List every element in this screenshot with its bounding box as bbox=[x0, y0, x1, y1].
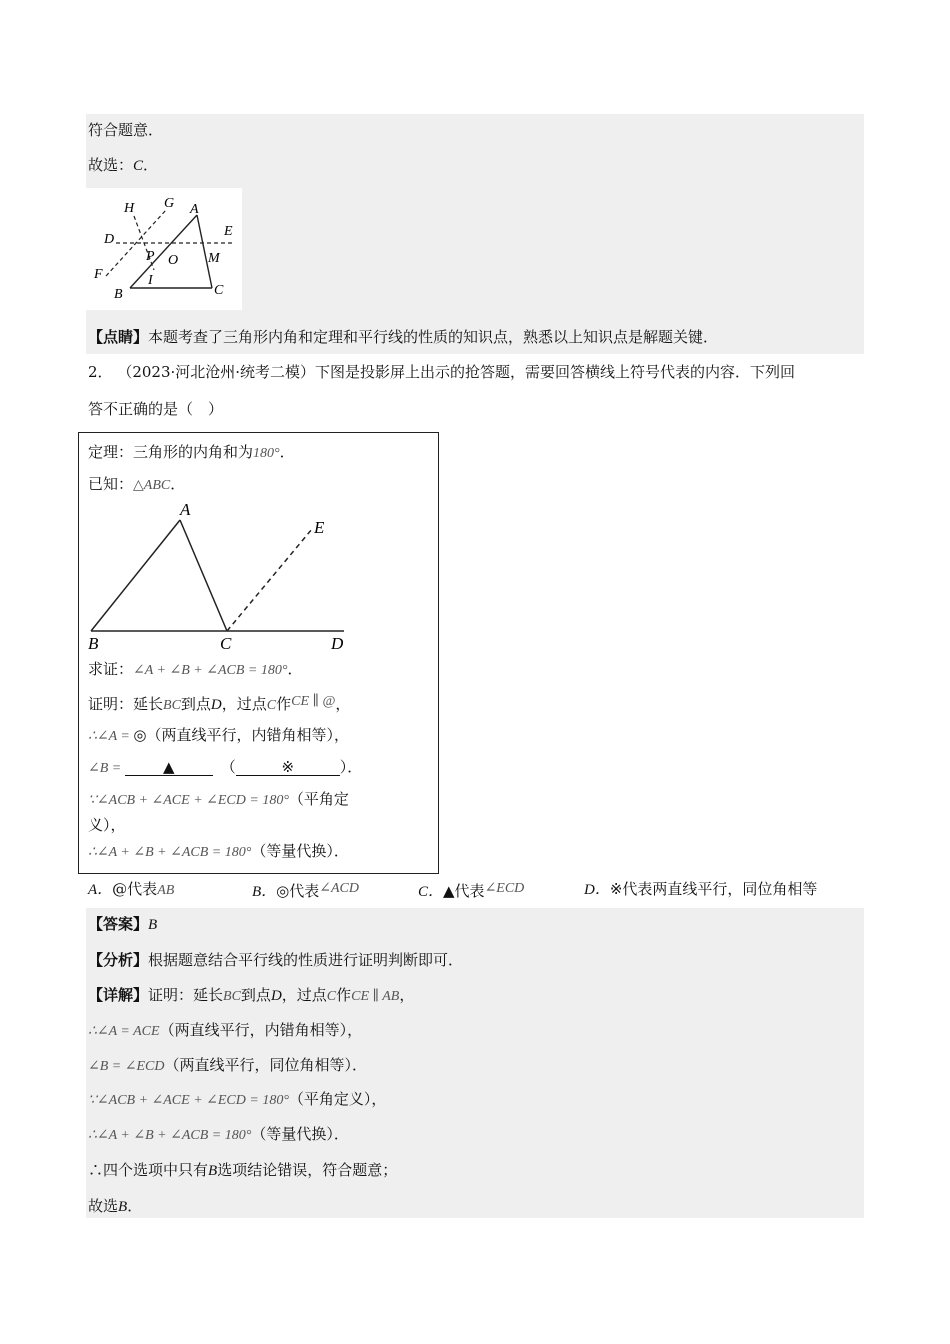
option-b[interactable]: B．◎代表∠ACD bbox=[252, 881, 359, 900]
fig2-label-e: E bbox=[314, 518, 325, 537]
fig1-label-m: M bbox=[208, 251, 220, 266]
fig1-label-b: B bbox=[114, 287, 123, 302]
detail-line-5: ∴∠A + ∠B + ∠ACB = 180°（等量代换）． bbox=[88, 1125, 349, 1143]
detail-line-1: 【详解】证明：延长BC到点D，过点C作CE ∥ AB， bbox=[88, 986, 415, 1004]
note-line: 【点睛】本题考查了三角形内角和定理和平行线的性质的知识点，熟悉以上知识点是解题关键． bbox=[88, 328, 719, 346]
figure-triangle-parallel bbox=[86, 188, 242, 310]
fig1-label-p: P bbox=[146, 249, 155, 264]
fig2-label-a: A bbox=[180, 500, 191, 519]
detail-line-6: ∴四个选项中只有B选项结论错误，符合题意； bbox=[88, 1161, 398, 1179]
box-given: 已知：△ABC． bbox=[88, 475, 186, 493]
fig2-label-b: B bbox=[88, 634, 99, 653]
option-d[interactable]: D．※代表两直线平行，同位角相等 bbox=[584, 880, 818, 898]
fig1-label-h: H bbox=[124, 201, 135, 216]
problem-box bbox=[78, 432, 439, 874]
figure-triangle-extension bbox=[79, 499, 369, 653]
detail-line-4: ∵∠ACB + ∠ACE + ∠ECD = 180°（平角定义）， bbox=[88, 1090, 387, 1108]
fig1-label-g: G bbox=[164, 196, 175, 211]
option-a[interactable]: A．@代表AB bbox=[88, 880, 175, 898]
detail-line-3: ∠B = ∠ECD（两直线平行，同位角相等）． bbox=[88, 1056, 367, 1074]
fig1-label-c: C bbox=[214, 283, 224, 298]
box-proof-2: ∴∠A = ◎（两直线平行，内错角相等）， bbox=[88, 726, 349, 744]
fig1-label-f: F bbox=[94, 267, 103, 282]
box-theorem: 定理：三角形的内角和为180°． bbox=[88, 443, 295, 461]
solution-line-choice: 故选：C． bbox=[88, 156, 159, 174]
question-line-1: 2． （2023·河北沧州·统考二模）下图是投影屏上出示的抢答题，需要回答横线上符号代表的内容．下列回 bbox=[88, 363, 796, 381]
box-proof-3: ∠B = ▲ （ ※ ）． bbox=[88, 758, 363, 776]
solution-line-fit: 符合题意． bbox=[88, 121, 164, 139]
box-proof-4: ∵∠ACB + ∠ACE + ∠ECD = 180°（平角定 bbox=[88, 790, 349, 808]
fig1-label-e: E bbox=[224, 224, 233, 239]
box-prove: 求证：∠A + ∠B + ∠ACB = 180°． bbox=[88, 660, 303, 678]
fig1-label-d: D bbox=[104, 232, 115, 247]
fig1-label-o: O bbox=[168, 253, 179, 268]
detail-line-2: ∴∠A = ACE（两直线平行，内错角相等）， bbox=[88, 1021, 363, 1039]
box-proof-5: ∴∠A + ∠B + ∠ACB = 180°（等量代换）． bbox=[88, 842, 349, 860]
fig1-label-i: I bbox=[148, 273, 153, 288]
fig2-label-c: C bbox=[220, 634, 232, 653]
detail-line-7: 故选B． bbox=[88, 1197, 143, 1215]
fig1-label-a: A bbox=[190, 202, 199, 217]
fig2-label-d: D bbox=[331, 634, 344, 653]
answer-line: 【答案】B bbox=[88, 915, 158, 933]
blank-reference: ※ bbox=[236, 759, 340, 776]
question-line-2: 答不正确的是（ ） bbox=[88, 400, 224, 418]
blank-triangle: ▲ bbox=[125, 759, 213, 776]
box-proof-1: 证明：延长BC到点D，过点C作CE ∥ @， bbox=[88, 694, 351, 713]
analysis-line: 【分析】根据题意结合平行线的性质进行证明判断即可． bbox=[88, 951, 464, 969]
box-proof-4b: 义）， bbox=[88, 816, 126, 834]
option-c[interactable]: C．▲代表∠ECD bbox=[418, 881, 525, 900]
